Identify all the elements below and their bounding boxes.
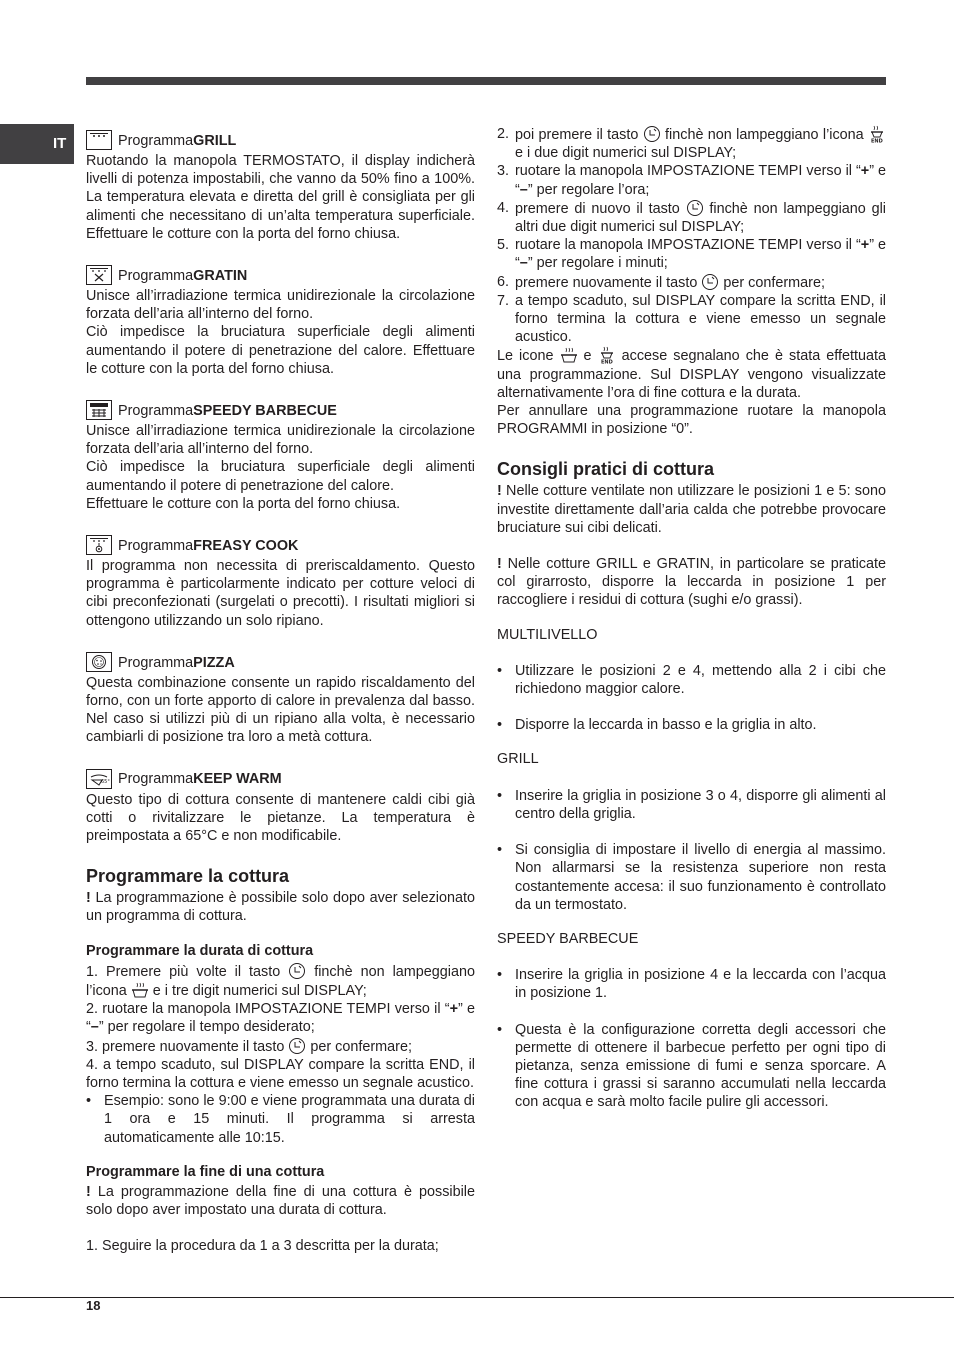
list-item: 7. a tempo scaduto, sul DISPLAY compare la scritta END, il forno termina la cottura e viene emesso un segnale acustico. bbox=[497, 292, 886, 346]
durata-step-2: 2. ruotare la manopola IMPOSTAZIONE TEMPI verso il “+” e “–” per regolare il tempo desiderato; bbox=[86, 1001, 476, 1036]
program-name: FREASY COOK bbox=[193, 537, 299, 554]
section-title-grill: GRILL bbox=[497, 751, 539, 768]
program-name: PIZZA bbox=[193, 654, 235, 671]
clock-button-icon bbox=[686, 199, 704, 217]
keep-warm-icon bbox=[86, 769, 112, 789]
fine-step-1: 1. Seguire la procedura da 1 a 3 descritta per la durata; bbox=[86, 1238, 439, 1255]
section-title-multilivello: MULTILIVELLO bbox=[497, 626, 598, 643]
svg-text:END: END bbox=[600, 359, 613, 365]
program-speedy-barbecue: Programma SPEEDY BARBECUE Unisce all’irradiazione termica unidirezionale la circolazione forzata dell’aria all’interno del forno. Ciò impedisce la bruciatura superficiale degli alimenti aumentando il potere di penetrazione del calore. Effettuare le cotture con la porta del forno chiusa. bbox=[86, 394, 475, 513]
clock-button-icon bbox=[643, 125, 661, 143]
programmare-note: ! La programmazione è possibile solo dopo aver selezionato un programma di cottura. bbox=[86, 890, 476, 925]
end-time-pot-icon bbox=[868, 125, 886, 143]
programmare-heading: Programmare la cottura bbox=[86, 866, 290, 887]
fine-note: ! La programmazione della fine di una cottura è possibile solo dopo aver impostato una durata di cottura. bbox=[86, 1183, 475, 1218]
program-name: SPEEDY BARBECUE bbox=[193, 402, 337, 419]
list-item: 2. poi premere il tasto finchè non lampeggiano l’icona END e i due digit numerici sul DISPLAY; bbox=[497, 125, 886, 162]
list-item: • Inserire la griglia in posizione 3 o 4, disporre gli alimenti al centro della griglia. bbox=[497, 787, 886, 822]
language-tab bbox=[0, 124, 74, 164]
freasy-cook-icon bbox=[86, 535, 112, 555]
duration-pot-icon bbox=[131, 981, 149, 999]
footer-rule bbox=[0, 1297, 954, 1298]
program-name: GRILL bbox=[193, 132, 237, 149]
list-item: • Utilizzare le posizioni 2 e 4, mettendo alla 2 i cibi che richiedono maggior calore. bbox=[497, 662, 886, 698]
program-gratin: Programma GRATIN Unisce all’irradiazione termica unidirezionale la circolazione forzata dell’aria all’interno del forno. Ciò impedisce la bruciatura superficiale degli alimenti aumentando il potere di penetrazione del calore. Effettuare le cotture con la porta del forno chiusa. bbox=[86, 259, 475, 378]
icons-note: Le icone e END accese segnalano che è stata effettuata una programmazione. Sul DISPLAY vengono visualizzate alternativamente l’ora di fine cottura e la durata. bbox=[497, 348, 887, 401]
list-item: 6. premere nuovamente il tasto per confermare; bbox=[497, 273, 825, 291]
list-item: 5. ruotare la manopola IMPOSTAZIONE TEMPI verso il “+” e “–” per regolare i minuti; bbox=[497, 237, 887, 272]
program-pizza: Programma PIZZA Questa combinazione consente un rapido riscaldamento del forno, con un forte apporto di calore in prevalenza dal basso. Nel caso si utilizzi più di un ripiano alla volta, è necessario cambiarli di posizione tra loro a metà cottura. bbox=[86, 646, 475, 747]
svg-text:END: END bbox=[871, 138, 883, 143]
pizza-icon bbox=[86, 652, 112, 672]
durata-step-1: 1. Premere più volte il tasto finchè non lampeggiano l’icona e i tre digit numerici sul DISPLAY; bbox=[86, 963, 475, 999]
cancel-note: Per annullare una programmazione ruotare la manopola PROGRAMMI in posizione “0”. bbox=[497, 403, 886, 438]
clock-button-icon bbox=[288, 962, 306, 980]
fine-heading: Programmare la fine di una cottura bbox=[86, 1163, 325, 1180]
list-item: 3. ruotare la manopola IMPOSTAZIONE TEMPI verso il “+” e “–” per regolare l’ora; bbox=[497, 163, 887, 198]
durata-example: • Esempio: sono le 9:00 e viene programmata una durata di 1 ora e 15 minuti. Il programma si arresta automaticamente alle 10:15. bbox=[86, 1093, 475, 1146]
section-title-speedy-barbecue: SPEEDY BARBECUE bbox=[497, 930, 639, 947]
right-column bbox=[497, 125, 886, 1112]
durata-step-3: 3. premere nuovamente il tasto per confermare; bbox=[86, 1038, 412, 1055]
list-item: • Questa è la configurazione corretta degli accessori che permette di ottenere il barbecue perfetto per ogni tipo di pietanza, senza emissione di fumi e senza sporcare. A fine cottura i grassi si saranno accumulati nella leccarda con acqua e sarà molto facile pulire gli accessori. bbox=[497, 1021, 886, 1111]
list-item: • Si consiglia di impostare il livello di energia al massimo. Non allarmarsi se la resistenza superiore non resta costantemente accesa: il suo funzionamento è controllato da un termostato. bbox=[497, 842, 886, 913]
list-item: 4. premere di nuovo il tasto finchè non lampeggiano gli altri due digit numerici sul DISPLAY; bbox=[497, 199, 886, 236]
program-grill: Programma GRILL Ruotando la manopola TERMOSTATO, il display indicherà livelli di potenza impostabili, che vanno da 50% fino a 100%. La temperatura elevata e diretta del grill è consigliata per gli alimenti che necessitano di un’alta temperatura superficiale. Effettuare le cotture con la porta del forno chiusa. bbox=[86, 124, 475, 243]
list-item: • Inserire la griglia in posizione 4 e la leccarda con l’acqua in posizione 1. bbox=[497, 967, 886, 1002]
program-name: GRATIN bbox=[193, 267, 248, 284]
consigli-note-1: ! Nelle cotture ventilate non utilizzare le posizioni 1 e 5: sono investite direttamente dall’aria calda che potrebbe provocare bruciature sui cibi delicati. bbox=[497, 483, 887, 536]
end-time-pot-icon bbox=[598, 346, 616, 364]
end-time-steps bbox=[497, 125, 886, 346]
speedy-barbecue-icon bbox=[86, 400, 112, 420]
header-bar bbox=[86, 77, 886, 85]
program-name: KEEP WARM bbox=[193, 771, 282, 788]
duration-pot-icon bbox=[560, 346, 578, 364]
list-item: • Disporre la leccarda in basso e la griglia in alto. bbox=[497, 717, 817, 734]
left-column bbox=[86, 124, 475, 1255]
durata-heading: Programmare la durata di cottura bbox=[86, 942, 314, 959]
program-freasy-cook: Programma FREASY COOK Il programma non necessita di preriscaldamento. Questo programma è particolarmente indicato per cotture veloci di cibi preconfezionati (surgelati o precotti). I risultati migliori si ottengono utilizzando un solo ripiano. bbox=[86, 529, 475, 630]
clock-button-icon bbox=[701, 273, 719, 291]
gratin-icon bbox=[86, 265, 112, 285]
consigli-heading: Consigli pratici di cottura bbox=[497, 459, 715, 480]
grill-icon bbox=[86, 130, 112, 150]
page-number: 18 bbox=[86, 1298, 101, 1313]
consigli-note-2: ! Nelle cotture GRILL e GRATIN, in particolare se praticate col girarrosto, disporre la leccarda in posizione 1 per raccogliere i residui di cottura (sughi e/o grassi). bbox=[497, 556, 886, 609]
language-label: IT bbox=[53, 135, 67, 152]
program-keep-warm: 65° Programma KEEP WARM Questo tipo di cottura consente di mantenere caldi cibi già cotti o rivitalizzare le pietanze. La temperatura è preimpostata a 65°C e non modificabile. bbox=[86, 763, 475, 846]
clock-button-icon bbox=[288, 1037, 306, 1055]
durata-step-4: 4. a tempo scaduto, sul DISPLAY compare la scritta END, il forno termina la cottura e viene emesso un segnale acustico. bbox=[86, 1056, 475, 1091]
svg-text:65°: 65° bbox=[101, 778, 110, 785]
